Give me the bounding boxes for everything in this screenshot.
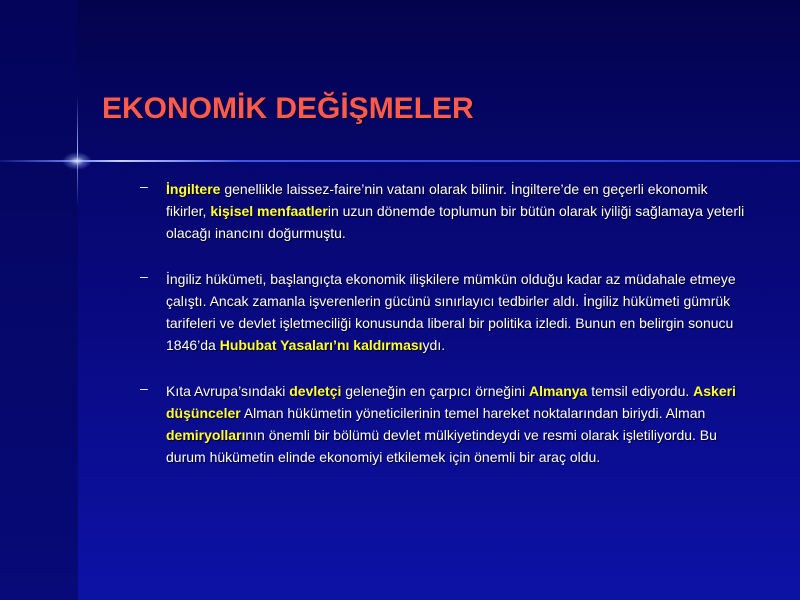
body-text: İngiliz hükümeti, başlangıçta ekonomik ilişkilere mümkün olduğu kadar az müdahale etmeye çalıştı. Ancak zamanla işverenlerin gücünü sınırlayıcı tedbirler aldı. İngiliz hükümeti gümrük tarifeleri ve devlet işletmeciliği konusunda liberal bir politika izledi. Bunun en belirgin sonucu 1846’da — [166, 271, 736, 353]
bullet-dash: – — [140, 178, 148, 194]
bullet-item — [140, 268, 745, 356]
body-text: genellikle laissez-faire’nin vatanı olarak bilinir. İngiltere’de en geçerli ekonomik fikirler, — [166, 181, 708, 219]
highlight-text: Askeri düşünceler — [166, 383, 736, 421]
bullet-text — [166, 178, 745, 244]
bullet-item — [140, 380, 745, 468]
vertical-accent-line — [77, 96, 78, 206]
highlight-text: İngiltere — [166, 181, 221, 197]
highlight-text: Hububat Yasaları’nı kaldırması — [219, 337, 423, 353]
body-text: nın önemli bir bölümü devlet mülkiyetindeydi ve resmi olarak işletiliyordu. Bu durum hükümetin elinde ekonomiyi etkilemek için önemli bir araç oldu. — [166, 427, 717, 465]
slide-title: EKONOMİK DEĞİŞMELER — [102, 92, 474, 125]
bullet-item — [140, 178, 745, 244]
bullet-text — [166, 380, 745, 468]
body-text: temsil ediyordu. — [587, 383, 694, 399]
highlight-text: devletçi — [289, 383, 342, 399]
bullet-dash: – — [140, 268, 148, 284]
body-text: Alman hükümetin yöneticilerinin temel hareket noktalarından biriydi. Alman — [240, 405, 706, 421]
bullet-text — [166, 268, 745, 356]
highlight-text: demiryolları — [166, 427, 246, 443]
left-band — [0, 0, 78, 600]
bullet-list — [140, 178, 745, 492]
bullet-dash: – — [140, 380, 148, 396]
body-text: ydı. — [422, 337, 446, 353]
top-band — [0, 0, 800, 160]
highlight-text: Almanya — [528, 383, 588, 399]
cross-glow — [62, 152, 92, 170]
body-text: Kıta Avrupa’sındaki — [166, 383, 290, 399]
horizontal-accent-line — [0, 160, 800, 162]
body-text: in uzun dönemde toplumun bir bütün olarak iyiliği sağlamaya yeterli olacağı inancını doğurmuştu. — [166, 203, 745, 241]
body-text: geleneğin en çarpıcı örneğini — [341, 383, 529, 399]
highlight-text: kişisel menfaatler — [210, 203, 328, 219]
